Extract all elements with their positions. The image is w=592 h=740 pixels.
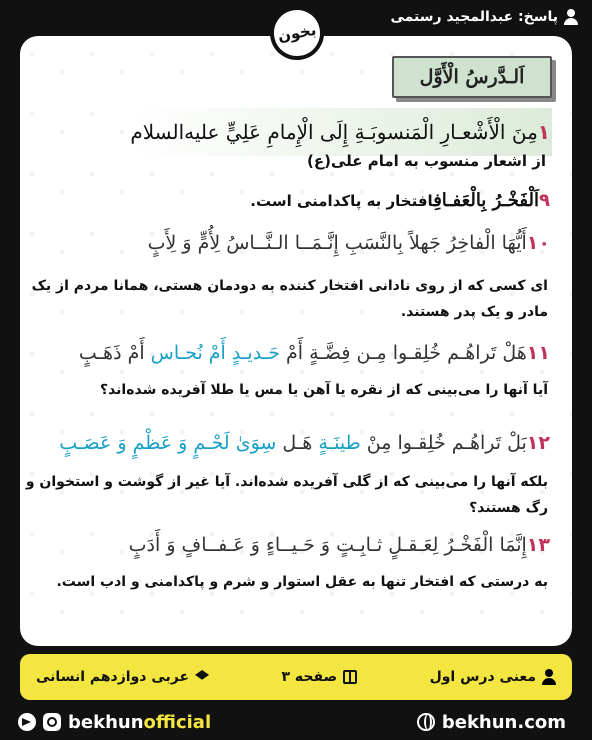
user-icon: [542, 669, 556, 685]
heading-number: ۱: [537, 120, 550, 144]
verse-12-persian-1: بلکه آنها را می‌بینی که از گلی آفریده شده‌اند. آیا غیر از گوشت و استخوان و: [25, 474, 548, 490]
heading-arabic-text: مِنَ الْأَشْعـارِ الْمَنسوبَـةِ إِلَى الْإِمامِ عَلِيٍّ عليه‌السلام: [130, 120, 538, 144]
logo-text: بخون: [276, 20, 318, 46]
answer-credit: [390, 9, 578, 25]
graduation-cap-icon: [195, 670, 209, 684]
verse-10-arabic-text: أَیُّهَا الْفاخِرُ جَهلاً بِالنَّسَبِ إِنَّـمَــا الـنَّــاسُ لِأُمٍّ وَ لِأَبٍ: [147, 232, 527, 254]
handle-prefix: bekhun: [68, 711, 144, 733]
verse-13-arabic-text: إِنَّمَا الْفَخْـرُ لِعَـقـلٍ ثـابِـتٍ وَ حَـیــاءٍ وَ عَـفــافٍ وَ أَدَبٍ: [128, 534, 527, 556]
footer-bar: [20, 654, 572, 700]
verse-11-arabic-b: أَمْ ذَهَـبٍ: [78, 342, 151, 364]
social-bar: [0, 704, 592, 740]
verse-12-number: ۱۲: [526, 432, 550, 454]
verse-13-arabic: [129, 534, 550, 556]
verse-10-number: ۱۰: [526, 232, 550, 254]
verse-12-arabic-highlight-1: طینَـةٍ: [318, 432, 361, 454]
verse-12-arabic-a: بَلْ تَراهُـم خُلِقـوا مِنْ: [360, 432, 527, 454]
verse-9-persian: افتخار به پاکدامنی است.: [250, 192, 434, 210]
person-icon: [564, 9, 578, 25]
footer-book-text: عربی دوازدهم انسانی: [36, 669, 190, 685]
website-text: bekhun.com: [441, 711, 566, 733]
verse-11-arabic-highlight: حَـدیـدٍ أَمْ نُحـاس: [150, 342, 280, 364]
globe-icon: [417, 713, 435, 731]
telegram-icon[interactable]: [18, 713, 36, 731]
footer-meaning: [430, 669, 556, 685]
lesson-title: اَلـدَّرسُ الْأَوَّل: [392, 56, 552, 98]
website-link[interactable]: [417, 712, 566, 733]
verse-11-persian: آیا آنها را می‌بینی که از نقره یا آهن یا مس یا طلا آفریده شده‌اند؟: [99, 382, 548, 398]
instagram-icon[interactable]: [43, 713, 61, 731]
lesson-card: [20, 36, 572, 646]
verse-9: [250, 190, 550, 211]
verse-12-arabic-highlight-2: سِوَىٰ لَحْـمٍ وَ عَظْمٍ وَ عَصَـبٍ: [59, 432, 277, 454]
answer-text: پاسخ: عبدالمجید رستمی: [390, 9, 558, 25]
verse-10-persian-2: مادر و یک پدر هستند.: [400, 304, 548, 320]
verse-11-number: ۱۱: [526, 342, 550, 364]
heading-arabic: [130, 120, 550, 144]
verse-9-arabic: اَلْفَخْـرُ بِالْعَفـافِ: [433, 190, 539, 211]
book-icon: [343, 670, 357, 684]
footer-page-text: صفحه ۳: [281, 669, 338, 685]
verse-11-arabic: [79, 342, 550, 364]
verse-13-number: ۱۳: [526, 534, 550, 556]
footer-page: [282, 669, 358, 685]
footer-book: [36, 669, 209, 685]
verse-10-persian-1: ای کسی که از روی نادانی افتخار کننده به دودمان هستی، همانا مردم از یک: [31, 278, 548, 294]
verse-11-arabic-a: هَلْ تَراهُـم خُلِقـوا مِـن فِضَّـةٍ أَمْ: [280, 342, 527, 364]
verse-12-persian-2: رگ هستند؟: [469, 500, 548, 516]
verse-12-arabic-b: هَـل: [276, 432, 319, 454]
handle-suffix: official: [143, 711, 212, 733]
social-handle-text: [68, 712, 211, 733]
heading-persian: از اشعار منسوب به امام علی(ع): [307, 152, 546, 170]
verse-10-arabic: [148, 232, 550, 254]
footer-meaning-text: معنی درس اول: [429, 669, 536, 685]
verse-13-persian: به درستی که افتخار تنها به عقل استوار و شرم و پاکدامنی و ادب است.: [56, 574, 548, 590]
verse-9-number: ۹: [539, 190, 550, 211]
verse-12-arabic: [59, 432, 550, 454]
social-handle[interactable]: [18, 712, 211, 733]
